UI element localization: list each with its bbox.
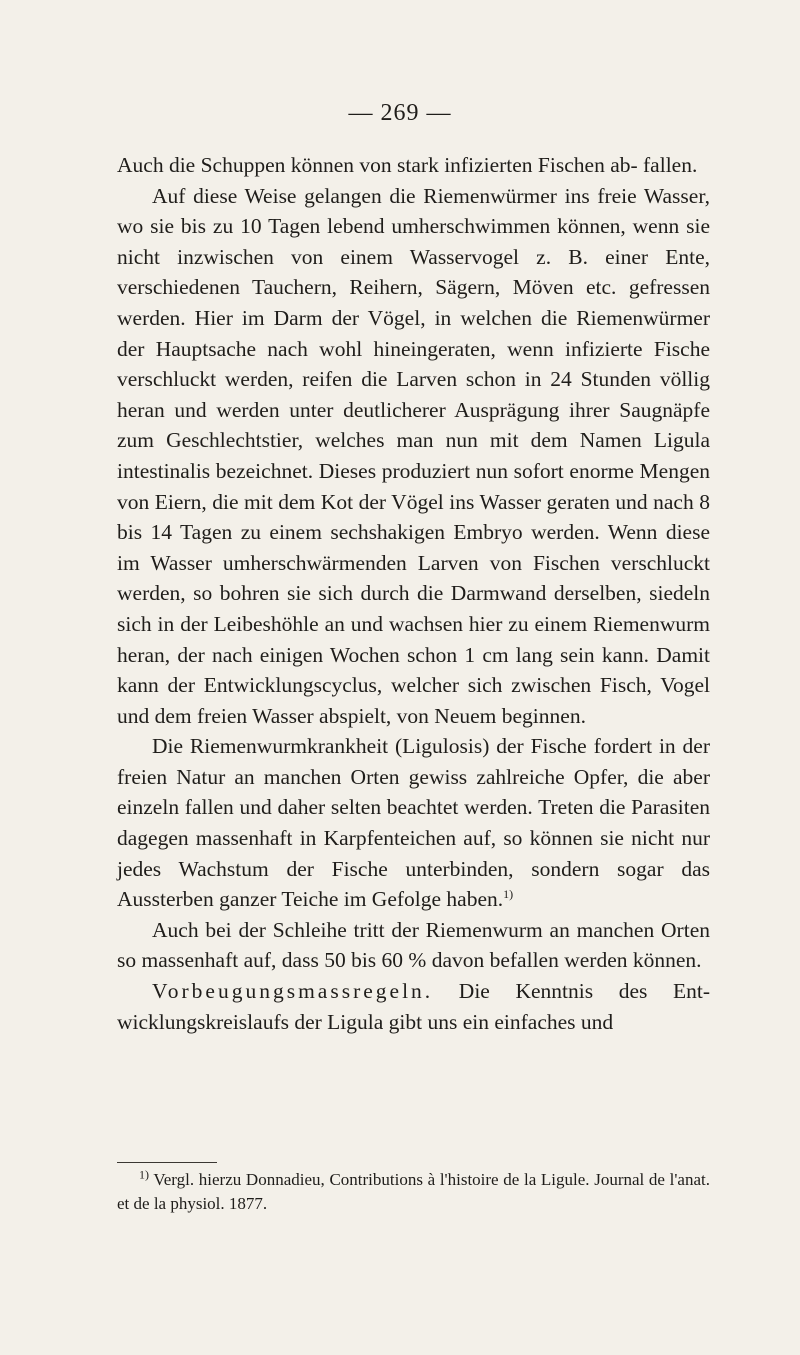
footnote-marker: 1) [139,1167,149,1182]
paragraph-4: Auch bei der Schleihe tritt der Riemenwurm an manchen Orten so massenhaft auf, dass 50 bis 60 % davon befallen werden können. [117,917,710,973]
footnote-divider [117,1162,217,1163]
body-text [117,150,710,1037]
footnote-1 [117,1168,710,1216]
footnote-text: Vergl. hierzu Donnadieu, Contributions à l'histoire de la Ligule. Journal de l'anat. et de la physiol. 1877. [117,1170,710,1213]
page-number: — 269 — [348,100,452,126]
paragraph-5 [117,976,710,1037]
footnote-reference[interactable]: 1) [503,887,514,902]
paragraph-5-text: Die Kenntnis des Ent- wicklungskreislaufs der Ligula gibt uns ein einfaches und [117,979,710,1034]
paragraph-3-text: Die Riemenwurmkrankheit (Ligulosis) der Fische fordert in der freien Natur an manchen Orten gewiss zahlreiche Opfer, die aber einzeln fallen und daher selten beachtet werden. Treten die Parasiten dagegen massenhaft in Karpfenteichen auf, so können sie nicht nur jedes Wachstum der Fische unterbinden, sondern sogar das Aussterben ganzer Teiche im Gefolge haben. [117,734,710,912]
paragraph-2: Auf diese Weise gelangen die Riemenwürmer ins freie Wasser, wo sie bis zu 10 Tagen lebend umherschwimmen können, wenn sie nicht inzwischen von einem Wasservogel z. B. einer Ente, verschiedenen Tauchern, Reihern, Sägern, Möven etc. gefressen werden. Hier im Darm der Vögel, in welchen die Riemenwürmer der Hauptsache nach wohl hineingeraten, wenn infizierte Fische verschluckt werden, reifen die Larven schon in 24 Stunden völlig heran und werden unter deutlicherer Ausprägung ihrer Saugnäpfe zum Geschlechtstier, welches man nun mit dem Namen Ligula intestinalis bezeichnet. Dieses produziert nun sofort enorme Mengen von Eiern, die mit dem Kot der Vögel ins Wasser geraten und nach 8 bis 14 Tagen zu einem sechshakigen Embryo werden. Wenn diese im Wasser umherschwärmenden Larven von Fischen verschluckt werden, so bohren sie sich durch die Darmwand derselben, siedeln sich in der Leibeshöhle an und wachsen hier zu einem Riemenwurm heran, der nach einigen Wochen schon 1 cm lang sein kann. Damit kann der Entwicklungscyclus, welcher sich zwischen Fisch, Vogel und dem freien Wasser abspielt, von Neuem beginnen. [117,183,710,728]
section-heading: Vorbeugungsmassregeln. [152,979,434,1004]
paragraph-1: Auch die Schuppen können von stark infizierten Fischen ab- fallen. [117,153,698,177]
footnotes [117,1168,710,1216]
paragraph-3 [117,731,710,915]
